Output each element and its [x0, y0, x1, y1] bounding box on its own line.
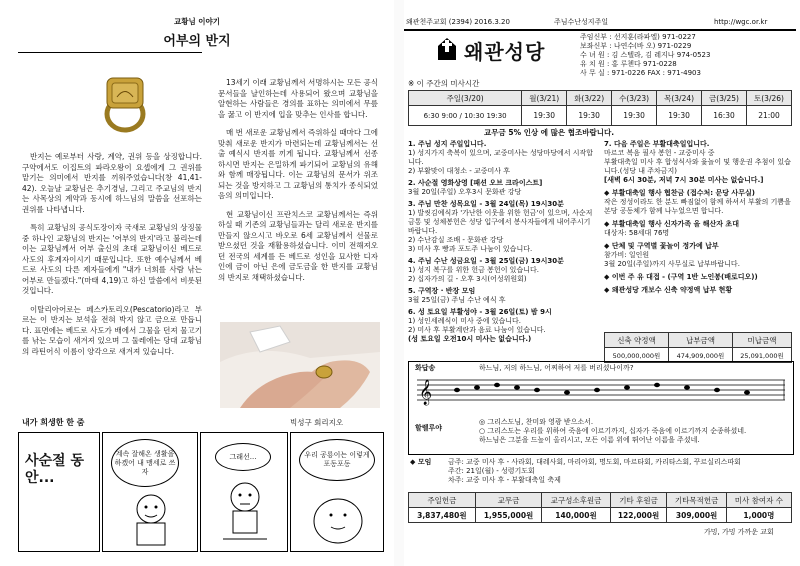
psalm-box: [408, 361, 794, 455]
bulletin-issue: 왜관천주교회 (2394) 2016.3.20: [406, 18, 510, 26]
notice-line: 부활대축일 미사 후 합성식사와 윷놀이 및 행운권 추첨이 있습니다.(성당 내 주차금지): [604, 158, 791, 175]
mass-time-cell: 19:30: [612, 106, 657, 126]
notice-line: 1) 성지가지 축복이 있으며, 교중미사는 성당마당에서 시작합니다.: [408, 149, 594, 166]
notices-left: [408, 140, 598, 344]
paragraph: 반지는 예로부터 사랑, 계약, 권위 등을 상징합니다. 구약에서도 이집트의 파라오왕이 요셉에게 그 권위를 맡기는 의미에서 반지를 끼워주었습니다(창 41,41-42). 오늘날 교황님은 추기경님, 그리고 주교님의 반지는 사목상의 계약과 동시에 하느님의 말씀을 선포하는 권위를 나타냅니다.: [22, 152, 202, 214]
staff-line: 보좌신부 : 나연수(바 오) 971-0229: [580, 42, 692, 50]
notice-line: 마르코 복음 필사 봉헌 - 교중미사 중: [604, 149, 715, 157]
paragraph: 특히 교황님의 공식도장이자 국새로 교황님의 상징물 중 하나인 교황님의 반지는 '어부의 반지'라고 불리는데 이는 교황님께서 어부 출신의 초대 교황님이신 베드로 사도의 후계자이시기 때문입니다. 또한 예수님께서 베드로 사도의 다른 제자들에게 "내가 너희를 사람 낚는 어부로 만들겠다."(마태 4,19)고 하신 말씀에서 비롯된 것입니다.: [22, 223, 202, 295]
finance-value: 1,000명: [726, 508, 791, 523]
alleluia-line: ○ 그리스도는 우리를 위하여 죽음에 이르기까지, 십자가 죽음에 이르기까지 순종하셨네.: [479, 427, 747, 435]
notice-line: 2) 부활맞이 대청소 - 교중미사 후: [408, 167, 510, 175]
staff-line: 수 녀 원 : 김 스텔라, 김 레지나 974-0523: [580, 51, 711, 59]
staff-line: 주임신부 : 선지훈(라파엘) 971-0227: [580, 33, 696, 41]
notice-line: ◆ 이번 주 유 대접 - (구역 1반 노인봉(배로디오)): [604, 273, 758, 281]
finance-header: 기타목적헌금: [667, 493, 726, 508]
character-icon: [307, 485, 369, 547]
liturgical-day: 주님수난성지주일: [554, 18, 609, 26]
notice-line: 2) 십자가의 길 - 오후 3시(어성위원회): [408, 275, 527, 283]
notice-line: 3월 20일(주일) 오후3시 문화관 강당: [408, 188, 522, 196]
mass-times-title: ※ 이 주간의 미사시간: [408, 79, 480, 88]
left-page: [0, 0, 394, 566]
notice-line: ◆ 부활대축일 행사 협찬금 (접수처: 문당 사무실): [604, 189, 755, 197]
right-page: [404, 0, 800, 566]
cartoon-bubble-3: 그래선...: [215, 443, 271, 471]
mass-time-cell: 21:00: [747, 106, 792, 126]
mass-day-header: 화(3/22): [567, 91, 612, 106]
mass-day-header: 목(3/24): [657, 91, 702, 106]
finance-value: 309,000원: [667, 508, 726, 523]
ring-illustration: [95, 72, 155, 134]
music-staff: [417, 374, 785, 414]
finance-value: 1,955,000원: [475, 508, 542, 523]
alleluia-line: ◎ 그리스도님, 찬미와 영광 받으소서.: [479, 418, 594, 426]
finance-value: 3,837,480원: [409, 508, 476, 523]
mass-day-header: 주일(3/20): [409, 91, 522, 106]
schedule-line: 차주: 교중 미사 후 - 부활대축일 축제: [448, 476, 561, 484]
staff-line: 유 치 원 : 홍 루첸다 971-0228: [580, 60, 677, 68]
header-divider: [404, 29, 796, 31]
finance-header: 기타 후원금: [610, 493, 667, 508]
finance-table: [408, 492, 792, 523]
article-col1: [22, 152, 202, 357]
svg-text:𝄞: 𝄞: [419, 380, 433, 405]
finance-header: 교구성소후원금: [542, 493, 610, 508]
mass-times-table: [408, 90, 792, 126]
tithe-notice: 교무금 5% 인상 에 많은 협조바랍니다.: [484, 128, 615, 137]
article-col2: [218, 78, 378, 283]
notice-line: 4. 주님 수난 성금요일 - 3월 25일(금) 19시30분: [408, 257, 564, 265]
paragraph: 현 교황님이신 프란치스코 교황님께서는 즉위하실 때 기존의 교황님들과는 달리 새로운 반지를 만들지 않으시고 바오로 6세 교황님께서 선물로 받으셨던 것을 재활용하셨습니다. 이미 전해져오던 전국의 세계를 든 베드로 성인을 묘사한 디자인에 금이 아닌 은에 금도금을 한 반지를 교황님의 반지로 채택하셨습니다.: [218, 209, 378, 282]
mass-day-header: 월(3/21): [522, 91, 567, 106]
church-name: 왜관성당: [464, 40, 546, 64]
mass-time-cell: 16:30: [702, 106, 747, 126]
staff-directory: [580, 33, 790, 78]
cartoon-author: 빅성구 회리지오: [290, 418, 344, 427]
notice-line: (성 토요일 오전10시 미사는 없습니다.): [408, 335, 532, 343]
notice-line: 대상자: 58세대 76명: [604, 229, 670, 237]
staff-line: 사 무 실 : 971-0226 FAX : 971-4903: [580, 69, 701, 77]
paragraph: 이탈리아어로는 페스카토리오(Pescatorio)라고 부르는 이 반지는 보석을 전혀 박지 않고 금으로 만듭니다. 표면에는 베드로 사도가 배에서 그물을 던져 물고기를 낚는 모습이 새겨져 있으며 그 둘레에는 당대 교황님의 라틴어식 이름이 양각으로 새겨져 있습니다.: [22, 304, 202, 356]
mass-time-cell: 19:30: [657, 106, 702, 126]
finance-value: 122,000원: [610, 508, 667, 523]
cartoon-bubble-2: 계속 잘해온 생활을 하겠어 내 맹세로 쓰자: [111, 439, 179, 487]
pledge-value: 25,091,000원: [733, 348, 792, 363]
finance-header: 주일헌금: [409, 493, 476, 508]
notice-line: 1. 주님 성지 주일입니다.: [408, 140, 487, 148]
paragraph: 매 번 새로운 교황님께서 즉위하실 때마다 그에 맞춰 새로운 반지가 마련되는데 교황님께서는 선출 예식시 반지를 끼게 됩니다. 교황님께서 선종하시면 반지는 은밀하게 파기되어 교황님의 유해와 함께 매장됩니다. 이는 교황님의 문서가 위조되는 것을 방지하고 그 교황님의 통치가 종식되었음의 의미입니다.: [218, 128, 378, 200]
notice-line: ◆ 왜관성당 개보수 신축 약정액 납부 현황: [604, 286, 733, 294]
cartoon-bubble-4: 우리 공룡이는 이렇게 포동포동: [299, 439, 375, 481]
notice-line: 1) 성인세례식이 미사 중에 있습니다.: [408, 317, 521, 325]
finance-value: 140,000원: [542, 508, 610, 523]
paragraph: 13세기 이래 교황님께서 서명하시는 모든 공식문서들을 날인하는데 사용되어 왔으며 교황님을 알현하는 사람들은 경의를 표하는 의미에서 무릎을 꿇고 이 반지에 입을 맞추는 인사를 합니다.: [218, 78, 378, 119]
notice-line: 3월 20일(주일)까지 사무실로 납부바랍니다.: [604, 260, 740, 268]
cartoon-panel-1: [18, 432, 100, 552]
character-icon: [215, 479, 275, 545]
title-divider: [18, 52, 202, 53]
cartoon-title: 내가 희생한 한 줌: [22, 418, 85, 427]
mass-time-cell: 19:30: [522, 106, 567, 126]
psalm-label: 화답송: [415, 364, 436, 372]
notice-line: 3월 25일(금) 주님 수난 예식 후: [408, 296, 506, 304]
pledge-value: 500,000,000원: [605, 348, 669, 363]
notice-line: 7. 다음 주일은 부활대축일입니다.: [604, 140, 710, 148]
mass-time-cell: 6:30 9:00 / 10:30 19:30: [409, 106, 522, 126]
notice-line: 3) 미사 후 빵과 포도주 나눔이 있습니다.: [408, 245, 533, 253]
footer-slogan: 가밍, 가밍 가까운 교회: [704, 528, 774, 536]
mass-time-cell: 19:30: [567, 106, 612, 126]
notice-line: 6. 성 토요일 부활성야 - 3월 26일(토) 밤 9시: [408, 308, 552, 316]
schedule-line: 금주: 교중 미사 후 - 사라회, 대레사회, 마리아회, 명도회, 마르타회, 카리타스회, 꾸르실리스따회: [448, 458, 741, 466]
notice-line: [새벽 6시 30분, 저녁 7시 30분 미사는 없습니다.]: [604, 176, 764, 184]
schedule-label: ◆ 모임: [410, 458, 432, 466]
character-icon: [121, 491, 181, 547]
section-label: 교황님 이야기: [173, 17, 221, 26]
article-title: 어부의 반지: [163, 34, 231, 49]
pledge-header: 납부금액: [669, 333, 733, 348]
mass-day-header: 수(3/23): [612, 91, 657, 106]
finance-header: 미사 참여자 수: [726, 493, 791, 508]
cartoon-text-1: 사순절 동안...: [25, 453, 84, 486]
cartoon-panel-3: [200, 432, 288, 552]
notice-line: 5. 구역장 · 반장 모임: [408, 287, 476, 295]
notice-line: 작은 정성이라도 한 분도 빠짐없이 함께 하셔서 부활의 기쁨을 본당 공동체가 함께 나누었으면 합니다.: [604, 198, 791, 215]
notice-line: 1) 성지 복구를 위한 헌금 봉헌이 있습니다.: [408, 266, 539, 274]
alleluia-line: 하느님은 그분을 드높이 올리시고, 모든 이름 위에 뛰어난 이름을 주셨네.: [479, 436, 700, 444]
schedule-line: 주간: 21일(월) - 성령기도회: [448, 467, 535, 475]
meeting-schedule: [448, 458, 792, 485]
mass-day-header: 토(3/26): [747, 91, 792, 106]
alleluia-label: 할렐루야: [415, 424, 443, 432]
finance-header: 교무금: [475, 493, 542, 508]
alleluia-verses: [479, 418, 789, 445]
notice-line: 2. 사순절 영화상영 [패션 오브 크라이스트]: [408, 179, 543, 187]
notice-line: 3. 주님 만찬 성목요일 - 3월 24일(목) 19시30분: [408, 200, 564, 208]
psalm-response: 하느님, 저의 하느님, 어찌하여 저를 버리셨나이까?: [479, 364, 634, 372]
notice-line: 2) 미사 후 부활계란과 음료 나눔이 있습니다.: [408, 326, 546, 334]
notice-line: 참가비: 일인원: [604, 251, 650, 259]
notice-line: ◆ 단체 및 구역별 꽃놀이 정가예 납부: [604, 242, 719, 250]
notice-line: ◆ 부활대축일 행사 신자가족 올 해산자 초대: [604, 220, 739, 228]
cartoon-panel-4: [290, 432, 384, 552]
mass-day-header: 금(3/25): [702, 91, 747, 106]
pledge-header: 미납금액: [733, 333, 792, 348]
notice-line: 2) 수난감실 조배 - 문화관 강당: [408, 236, 504, 244]
pledge-header: 신축 약정액: [605, 333, 669, 348]
notice-line: 1) 발씻김예식과 '가난한 이웃을 위한 헌금'이 있으며, 사순저금통 및 성체봉헌은 성당 입구에서 봉사자들에게 내어주시기 바랍니다.: [408, 209, 593, 235]
pope-ring-photo: [220, 322, 380, 408]
cartoon-panel-2: [102, 432, 198, 552]
pledge-table: [604, 332, 792, 363]
notices-right: [604, 140, 794, 295]
page-gutter: [394, 0, 404, 566]
church-logo-icon: [434, 36, 460, 62]
website-link[interactable]: http://wgc.or.kr: [714, 18, 768, 26]
pledge-value: 474,909,000원: [669, 348, 733, 363]
